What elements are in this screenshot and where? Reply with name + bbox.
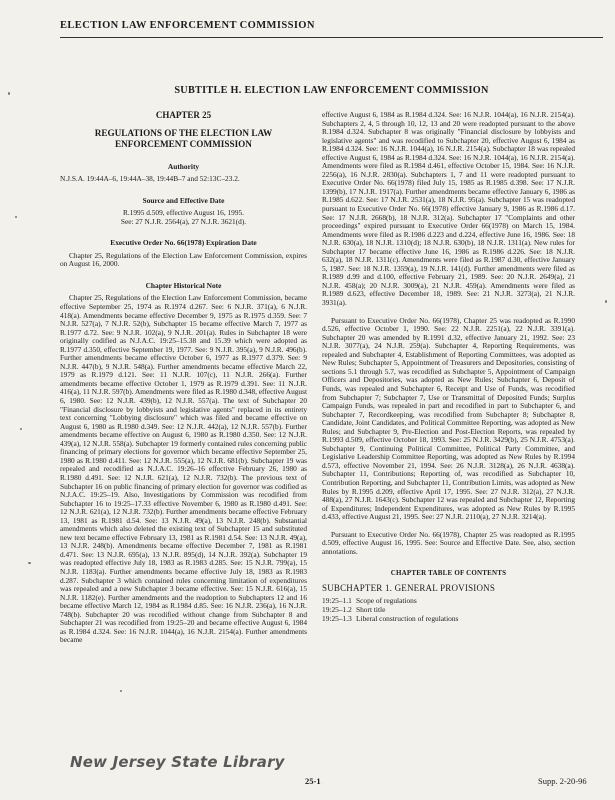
source-line2: See: 27 N.J.R. 2564(a), 27 N.J.R. 3621(d).: [120, 216, 247, 226]
toc-section-number: 19:25–1.1: [322, 596, 352, 606]
right-column: [322, 111, 575, 623]
chapter-title-line1: REGULATIONS OF THE ELECTION LAW: [94, 127, 273, 138]
toc-subchapter-heading: SUBCHAPTER 1. GENERAL PROVISIONS: [322, 582, 496, 593]
scan-speck: [8, 92, 10, 95]
history-heading: Chapter Historical Note: [145, 280, 222, 290]
authority-heading: Authority: [167, 161, 200, 171]
supplement-date: Supp. 2-20-96: [538, 776, 587, 786]
history-text-right: effective August 6, 1984 as R.1984 d.324. See: 16 N.J.R. 1044(a), 16 N.J.R. 2154(a). Subchapters 2, 4, 5 through 10, 12, 13 and 20 were readopted pursuant to the above R.1984 d.324. Subchapter 8 was originally "Financial disclosure by lobbyists and legislative agents" and was recodified to Subchapter 20, effective August 6, 1984 as R.1984 d.324. See: 16 N.J.R. 1044(a), 16 N.J.R. 2154(a). Subchapter 18 was repealed effective August 6, 1984 as R.1984 d.324. See: 16 N.J.R. 1044(a), 16 N.J.R. 2154(a). Amendments were filed as R.1984 d.461, effective October 15, 1984. See: 16 N.J.R. 2256(a), 16 N.J.R. 2830(a). Subchapters 1, 7 and 11 were readopted pursuant to Executive Order No. 66(1978) filed July 15, 1985 as R.1985 d.398. See: 17 N.J.R. 1399(b), 17 N.J.R. 1917(a). Further amendments became effective January 6, 1986 as R.1985 d.622. See: 17 N.J.R. 2531(a), 18 N.J.R. 95(a). Subchapter 15 was readopted pursuant to Executive Order No. 66(1978) effective January 9, 1986 as R.1986 d.17. See: 17 N.J.R. 2668(b), 18 N.J.R. 312(a). Subchapter 17 "Complaints and other proceedings" expired pursuant to Executive Order 66(1978) on March 15, 1984. Amendments were filed as R.1986 d.223 and d.224, effective June 16, 1986. See: 18 N.J.R. 630(a), 18 N.J.R. 1310(d); 18 N.J.R. 630(b), 18 N.J.R. 1311(a). New rules for Subchapter 17 became effective June 16, 1986 as R.1986 d.226. See: 18 N.J.R. 632(a), 18 N.J.R. 1311(c). Amendments were filed as R.1987 d.30, effective January 5, 1987. See: 18 N.J.R. 1359(a), 19 N.J.R. 141(d). Further amendments were filed as R.1989 d.99 and d.100, effective February 21, 1989. See: 20 N.J.R. 2649(a), 21 N.J.R. 458(a); 20 N.J.R. 3009(a), 21 N.J.R. 459(a). Amendments were filed as R.1989 d.623, effective December 18, 1989. See: 21 N.J.R. 3273(a), 21 N.J.R. 3931(a).: [322, 110, 575, 308]
history-text-left: Chapter 25, Regulations of the Election Law Enforcement Commission, became effective September 25, 1974 as R.1974 d.267. See: 6 N.J.R. 371(a), 6 N.J.R. 418(a). Amendments became effective December 9, 1975 as R.1975 d.359. See: 7 N.J.R. 527(a), 7 N.J.R. 52(b), Subchapter 15 became effective March 7, 1977 as R.1977 d.72. See: 9 N.J.R. 102(a), 9 N.J.R. 201(a). Rules in Subchapter 18 were originally codified as N.J.A.C. 19:25–15.38 and 15.39 which were adopted as R.1977 d.350, effective September 19, 1977. See: 9 N.J.R. 395(a), 9 N.J.R. 496(b). Further amendments became effective October 6, 1977 as R.1977 d.379. See: 9 N.J.R. 447(b), 9 N.J.R. 548(a). Further amendments became effective March 22, 1979 as R.1979 d.121. See: 11 N.J.R. 107(c), 11 N.J.R. 266(a). Further amendments became effective October 1, 1979 as R.1979 d.391. See: 11 N.J.R. 416(a), 11 N.J.R. 597(b). Amendments were filed as R.1980 d.348, effective August 6, 1980. See: 12 N.J.R. 439(b), 12 N.J.R. 557(a). The text of Subchapter 20 "Financial disclosure by lobbyists and legislative agents" replaced in its entirety text concerning "Lobbying disclosure" which was filed and became effective on August 6, 1980 as R.1980 d.349. See: 12 N.J.R. 442(a), 12 N.J.R. 557(b). Further amendments became effective on August 6, 1980 as R.1980 d.350. See: 12 N.J.R. 439(a), 12 N.J.R. 558(a). Subchapter 19 formerly contained rules concerning public financing of primary elections for governor which became effective September 25, 1980 as R.1980 d.411. See: 12 N.J.R. 555(a), 12 N.J.R. 681(b). Subchapter 19 was repealed and recodified as N.J.A.C. 19:26–16 effective February 26, 1980 as R.1980 d.491. See: 12 N.J.R. 621(a), 12 N.J.R. 732(b). The previous text of Subchapter 16 on public financing of primary election for governor was codified as N.J.A.C. 19:25–19. Also, Investigations by Commission was recodified from Subchapter 16 to 19:25–17.33 effective November 6, 1980 as R.1980 d.491. See: 12 N.J.R. 621(a), 12 N.J.R. 732(b). Further amendments became effective February 13, 1981 as R.1981 d.54. See: 13 N.J.R. 49(a), 13 N.J.R. 248(b). Substantial amendments which also deleted the existing text of Subchapter 15 and substituted new text became effective February 13, 1981 as R.1981 d.54. See: 13 N.J.R. 49(a), 13 N.J.R. 248(b). Amendments became effective December 7, 1981 as R.1981 d.471. See: 13 N.J.R. 695(a), 13 N.J.R. 895(d), 14 N.J.R. 392(a). Subchapter 19 was readopted effective July 18, 1983 as R.1983 d.285. See: 15 N.J.R. 799(a), 15 N.J.R. 1183(a). Further amendments became effective July 18, 1983 as R.1983 d.287. Subchapter 3 which contained rules concerning limitation of expenditures was repealed and a new Subchapter 3 became effective. See: 15 N.J.R. 616(a), 15 N.J.R. 1182(e). Further amendments and the readoption to Subchapters 12 and 16 became effective March 12, 1984 as R.1984 d.85. See: 16 N.J.R. 236(a), 16 N.J.R. 748(b). Subchapter 20 was recodified without change from Subchapter 8 and Subchapter 21 was recodified from 19:25–20 and became effective August 6, 1984 as R.1984 d.324. See: 16 N.J.R. 1044(a), 16 N.J.R. 2154(a). Further amendments became: [60, 293, 307, 645]
toc-row: [322, 614, 575, 623]
running-head: ELECTION LAW ENFORCEMENT COMMISSION: [60, 20, 315, 31]
source-heading: Source and Effective Date: [142, 195, 225, 205]
scan-speck: [605, 300, 607, 303]
expiration-text: Chapter 25, Regulations of the Election Law Enforcement Commission, expires on August 16, 2000.: [60, 250, 307, 269]
chapter-title: [60, 128, 307, 150]
library-stamp: New Jersey State Library: [70, 753, 285, 771]
subtitle-heading: SUBTITLE H. ELECTION LAW ENFORCEMENT COMMISSION: [174, 85, 489, 96]
source-line1: R.1995 d.509, effective August 16, 1995.: [122, 208, 245, 218]
toc-row: [322, 605, 575, 614]
scan-speck: [20, 428, 22, 430]
authority-text: N.J.S.A. 19:44A–6, 19:44A–38, 19:44B–7 and 52:13C–23.2.: [60, 174, 240, 184]
toc-section-label: Liberal construction of regulations: [356, 614, 459, 624]
scan-speck: [15, 216, 17, 218]
left-column: [60, 111, 307, 645]
toc-heading: CHAPTER TABLE OF CONTENTS: [390, 569, 507, 578]
history-final-para: Pursuant to Executive Order No. 66(1978), Chapter 25 was readopted as R.1995 d.509, effective August 16, 1995. See: Source and Effective Date. See, also, section annotations.: [322, 529, 575, 556]
chapter-title-line2: ENFORCEMENT COMMISSION: [115, 138, 252, 149]
header-rule: [60, 37, 603, 38]
toc-section-number: 19:25–1.2: [322, 605, 352, 615]
toc-section-number: 19:25–1.3: [322, 614, 352, 624]
page-number: 25-1: [305, 776, 321, 786]
toc-section-label: Short title: [356, 605, 386, 615]
toc-section-label: Scope of regulations: [356, 596, 417, 606]
toc-row: [322, 596, 575, 605]
scan-speck: [120, 690, 122, 692]
chapter-label: CHAPTER 25: [155, 110, 212, 120]
scan-speck: [28, 562, 31, 564]
history-readoption-para: Pursuant to Executive Order No. 66(1978), Chapter 25 was readopted as R.1990 d.526, effective October 1, 1990. See: 22 N.J.R. 2251(a), 22 N.J.R. 3391(a). Subchapter 20 was amended by R.1991 d.32, effective January 21, 1992. See: 23 N.J.R. 3077(a), 24 N.J.R. 259(a). Subchapter 4, Reporting Requirements, was repealed and Subchapter 4, Establishment of Reporting Committees, was adopted as New Rules; Subchapter 5, Appointment of Treasurers and Depositories, consisting of sections 5.1 through 5.7, was recodified as Subchapter 5, Appointment of Campaign Officers and Depositories, was adopted as New Rules; Subchapter 6, Deposit of Funds, was repealed and Subchapter 6, Receipt and Use of Funds, was recodified from Subchapter 7; Subchapter 7, Use or Transmittal of Deposited Funds; Surplus Campaign Funds, was repealed in part and recodified in part to Subchapter 6, and Subchapter 7, Recordkeeping, was recodified from Subchapter 8; Subchapter 8, Candidate, Joint Candidates, and Political Committee Reporting, was adopted as New Rules; and Subchapter 9, Pre-Election and Post-Election Reports, was repealed by R.1993 d.509, effective October 18, 1993. See: 25 N.J.R. 3429(b), 25 N.J.R. 4753(a). Subchapter 9, Continuing Political Committee, Political Party Committee, and Legislative Leadership Committee Reporting, was adopted as New Rules by R.1994 d.573, effective November 21, 1994. See: 26 N.J.R. 3128(a), 26 N.J.R. 4638(a). Subchapter 11, Contributions; Reporting of, was recodified as Subchapter 10, Contribution Reporting, and Subchapter 11, Contribution Limits, was adopted as New Rules by R.1995 d.209, effective April 17, 1995. See: 27 N.J.R. 312(a), 27 N.J.R. 488(a), 27 N.J.R. 1643(c). Subchapter 12 was repealed and Subchapter 12, Reporting of Expenditures; Independent Expenditures, was adopted as New Rules by R.1995 d.433, effective August 21, 1995. See: 27 N.J.R. 2110(a), 27 N.J.R. 3214(a).: [322, 315, 575, 522]
expiration-heading: Executive Order No. 66(1978) Expiration Date: [110, 238, 257, 248]
